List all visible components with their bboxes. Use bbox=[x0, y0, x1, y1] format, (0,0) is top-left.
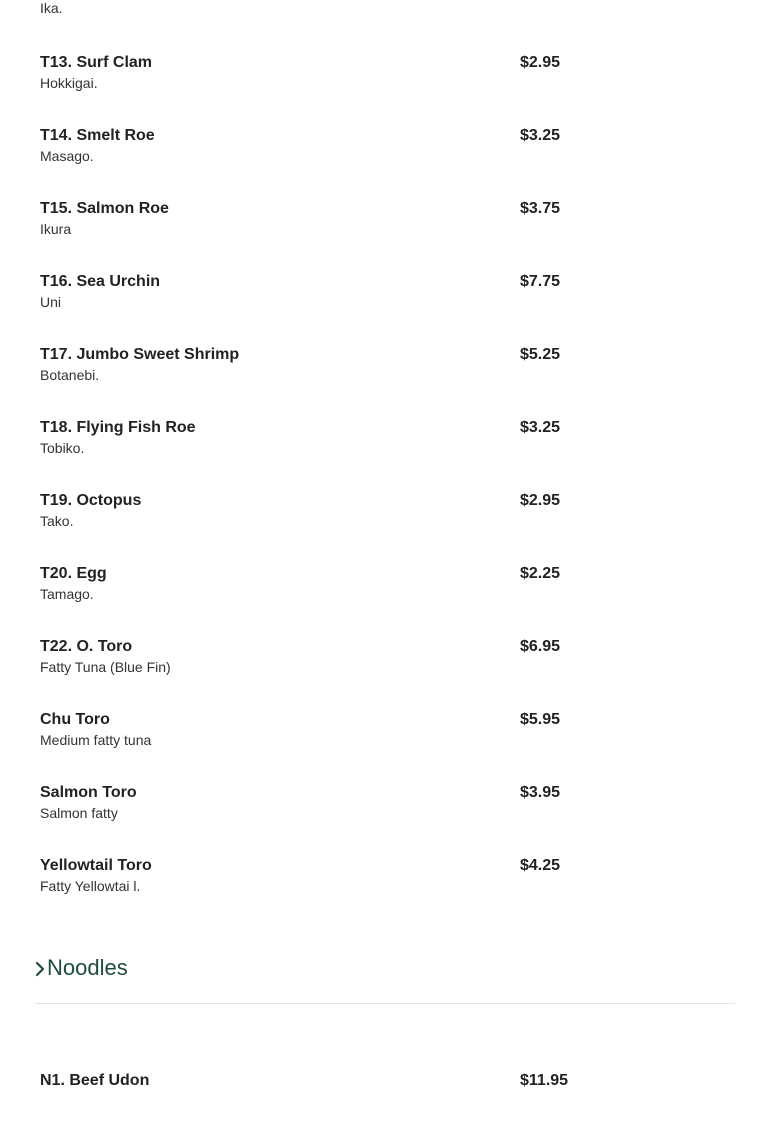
item-price: $6.95 bbox=[520, 638, 561, 655]
item-description: Uni bbox=[40, 294, 62, 310]
item-description: Hokkigai. bbox=[40, 75, 98, 91]
menu-item-beef-udon[interactable] bbox=[40, 1071, 730, 1131]
menu-item-sea-urchin[interactable] bbox=[40, 272, 730, 332]
menu-item-yellowtail-toro[interactable] bbox=[40, 856, 730, 916]
item-name: Salmon Toro bbox=[40, 784, 137, 801]
item-description: Tobiko. bbox=[40, 440, 85, 456]
menu-item-salmon-toro[interactable] bbox=[40, 783, 730, 843]
menu-item-o-toro[interactable] bbox=[40, 637, 730, 697]
menu-item-egg[interactable] bbox=[40, 564, 730, 624]
menu-item-chu-toro[interactable] bbox=[40, 710, 730, 770]
menu-item-smelt-roe[interactable] bbox=[40, 126, 730, 186]
item-price: $7.75 bbox=[520, 273, 561, 290]
item-name: T13. Surf Clam bbox=[40, 54, 153, 71]
item-description: Masago. bbox=[40, 148, 94, 164]
item-price: $3.95 bbox=[520, 784, 561, 801]
item-name: T14. Smelt Roe bbox=[40, 127, 155, 144]
item-name: T19. Octopus bbox=[40, 492, 142, 509]
menu-item-partial[interactable] bbox=[40, 0, 730, 38]
item-price: $2.25 bbox=[520, 565, 561, 582]
item-description: Botanebi. bbox=[40, 367, 100, 383]
item-name: Yellowtail Toro bbox=[40, 857, 152, 874]
item-price: $5.25 bbox=[520, 346, 561, 363]
item-price: $2.95 bbox=[520, 492, 561, 509]
item-price: $3.75 bbox=[520, 200, 561, 217]
menu-item-octopus[interactable] bbox=[40, 491, 730, 551]
item-price: $11.95 bbox=[520, 1072, 569, 1089]
item-name: T16. Sea Urchin bbox=[40, 273, 161, 290]
item-name: T18. Flying Fish Roe bbox=[40, 419, 196, 436]
section-divider bbox=[35, 1003, 735, 1004]
menu-item-flying-fish-roe[interactable] bbox=[40, 418, 730, 478]
item-name: T17. Jumbo Sweet Shrimp bbox=[40, 346, 240, 363]
item-name: T22. O. Toro bbox=[40, 638, 133, 655]
item-name: Chu Toro bbox=[40, 711, 110, 728]
menu-item-jumbo-sweet-shrimp[interactable] bbox=[40, 345, 730, 405]
item-name: T20. Egg bbox=[40, 565, 107, 582]
section-header-noodles[interactable] bbox=[35, 952, 735, 992]
item-price: $2.95 bbox=[520, 54, 561, 71]
menu-item-surf-clam[interactable] bbox=[40, 53, 730, 113]
item-price: $3.25 bbox=[520, 127, 561, 144]
item-price: $5.95 bbox=[520, 711, 561, 728]
item-name: T15. Salmon Roe bbox=[40, 200, 169, 217]
item-description: Ikura bbox=[40, 221, 72, 237]
item-description: Medium fatty tuna bbox=[40, 732, 152, 748]
item-description: Fatty Tuna (Blue Fin) bbox=[40, 659, 171, 675]
item-price: $4.25 bbox=[520, 857, 561, 874]
item-name: N1. Beef Udon bbox=[40, 1072, 150, 1089]
item-description: Tamago. bbox=[40, 586, 94, 602]
item-description: Salmon fatty bbox=[40, 805, 118, 821]
item-description: Ika. bbox=[40, 0, 63, 16]
chevron-right-icon bbox=[35, 961, 45, 977]
item-description: Fatty Yellowtai l. bbox=[40, 878, 141, 894]
section-title: Noodles bbox=[47, 955, 128, 980]
item-description: Tako. bbox=[40, 513, 74, 529]
menu-item-salmon-roe[interactable] bbox=[40, 199, 730, 259]
item-price: $3.25 bbox=[520, 419, 561, 436]
